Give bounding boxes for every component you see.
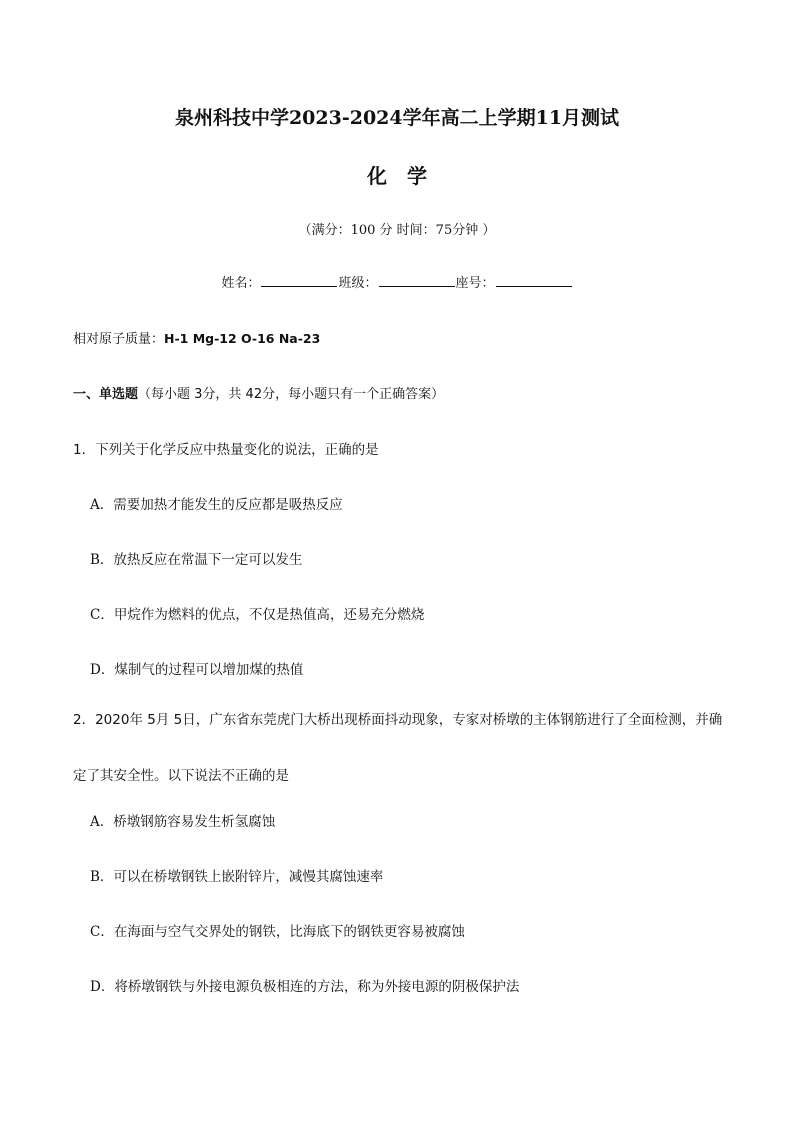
option-item[interactable] [90, 493, 343, 513]
name-blank[interactable] [261, 274, 337, 287]
atomic-mass-label: 相对原子质量： [73, 332, 165, 347]
option-text: 桥墩钢筋容易发生析氢腐蚀 [113, 814, 276, 830]
exam-title: 泉州科技中学2023-2024学年高二上学期11月测试 [174, 107, 620, 129]
option-item[interactable] [90, 603, 424, 623]
option-text: 将桥墩钢铁与外接电源负极相连的方法，称为外接电源的阴极保护法 [114, 979, 520, 995]
class-blank[interactable] [379, 274, 455, 287]
option-text: 在海面与空气交界处的钢铁，比海底下的钢铁更容易被腐蚀 [113, 924, 465, 940]
atomic-mass-values: H-1 Mg-12 O-16 Na-23 [164, 331, 321, 346]
seat-label: 座号： [455, 276, 495, 291]
seat-blank[interactable] [496, 274, 572, 287]
question-stem: 1．下列关于化学反应中热量变化的说法，正确的是 [73, 442, 379, 458]
section-title: 一、单选题 [73, 387, 139, 402]
option-text: 甲烷作为燃料的优点，不仅是热值高，还易充分燃烧 [113, 607, 425, 623]
option-letter: C． [90, 924, 114, 940]
option-item[interactable] [90, 975, 519, 995]
option-text: 需要加热才能发生的反应都是吸热反应 [113, 497, 343, 513]
option-letter: A． [90, 814, 114, 830]
option-text: 煤制气的过程可以增加煤的热值 [114, 662, 304, 678]
atomic-mass-line [73, 328, 320, 347]
option-text: 放热反应在常温下一定可以发生 [113, 552, 303, 568]
option-item[interactable] [90, 810, 275, 830]
option-item[interactable] [90, 658, 303, 678]
option-item[interactable] [90, 865, 383, 885]
question-stem: 2．2020年 5月 5日，广东省东莞虎门大桥出现桥面抖动现象，专家对桥墩的主体钢筋进行了全面检测，并确定了其安全性。以下说法不正确的是 [73, 712, 723, 784]
option-letter: B． [90, 552, 114, 568]
option-letter: A． [90, 497, 114, 513]
option-letter: D． [90, 662, 115, 678]
option-letter: C． [90, 607, 114, 623]
exam-info: （满分：100 分 时间：75分钟 ） [298, 223, 496, 238]
subject-heading: 化学 [367, 164, 447, 188]
section-instructions: （每小题 3分，共 42分，每小题只有一个正确答案） [138, 387, 445, 402]
option-text: 可以在桥墩钢铁上嵌附锌片，减慢其腐蚀速率 [113, 869, 384, 885]
section-heading [73, 383, 444, 402]
student-info-line [0, 272, 794, 291]
option-letter: D． [90, 979, 115, 995]
option-item[interactable] [90, 920, 465, 940]
option-item[interactable] [90, 548, 302, 568]
name-label: 姓名： [221, 276, 261, 291]
option-letter: B． [90, 869, 114, 885]
class-label: 班级： [338, 276, 378, 291]
